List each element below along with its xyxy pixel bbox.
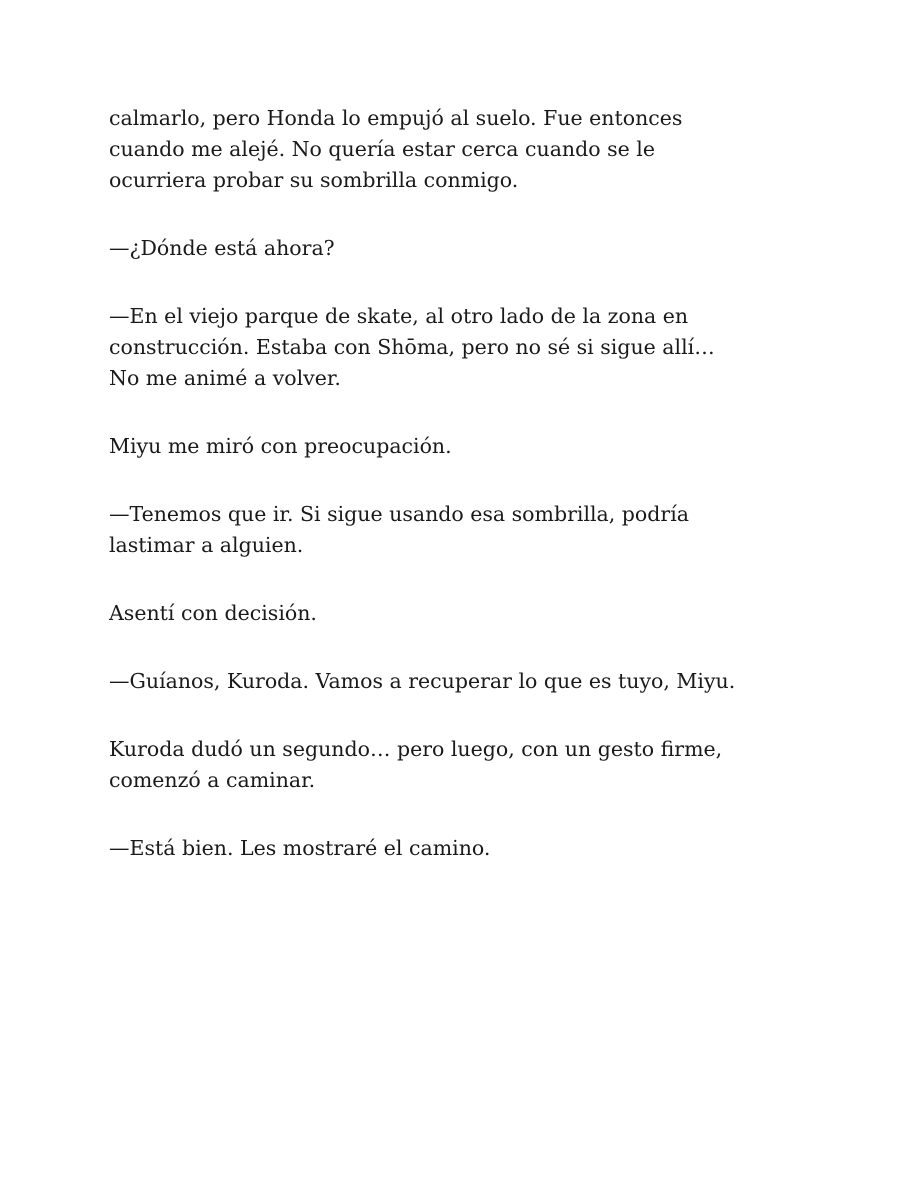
paragraph-3 (109, 301, 809, 394)
text-line: —¿Dónde está ahora? (109, 236, 335, 260)
text-line: cuando me alejé. No quería estar cerca cuando se le (109, 137, 655, 161)
paragraph-8 (109, 734, 809, 796)
text-line: ocurriera probar su sombrilla conmigo. (109, 168, 519, 192)
text-line: Asentí con decisión. (109, 601, 317, 625)
text-line: construcción. Estaba con Shōma, pero no sé si sigue allí… (109, 335, 715, 359)
paragraph-9 (109, 833, 809, 864)
text-line: comenzó a caminar. (109, 768, 316, 792)
text-line: Miyu me miró con preocupación. (109, 434, 452, 458)
paragraph-2 (109, 233, 809, 264)
paragraph-4 (109, 431, 809, 462)
paragraph-6 (109, 598, 809, 629)
text-line: calmarlo, pero Honda lo empujó al suelo. Fue entonces (109, 106, 683, 130)
paragraph-1 (109, 103, 809, 196)
text-line: No me animé a volver. (109, 366, 341, 390)
text-line: —Tenemos que ir. Si sigue usando esa sombrilla, podría (109, 502, 689, 526)
text-line: Kuroda dudó un segundo… pero luego, con un gesto firme, (109, 737, 723, 761)
text-line: —Guíanos, Kuroda. Vamos a recuperar lo que es tuyo, Miyu. (109, 669, 736, 693)
paragraph-5 (109, 499, 809, 561)
text-line: lastimar a alguien. (109, 533, 304, 557)
text-column (109, 103, 809, 901)
paragraph-7 (109, 666, 809, 697)
text-line: —Está bien. Les mostraré el camino. (109, 836, 491, 860)
text-line: —En el viejo parque de skate, al otro lado de la zona en (109, 304, 689, 328)
